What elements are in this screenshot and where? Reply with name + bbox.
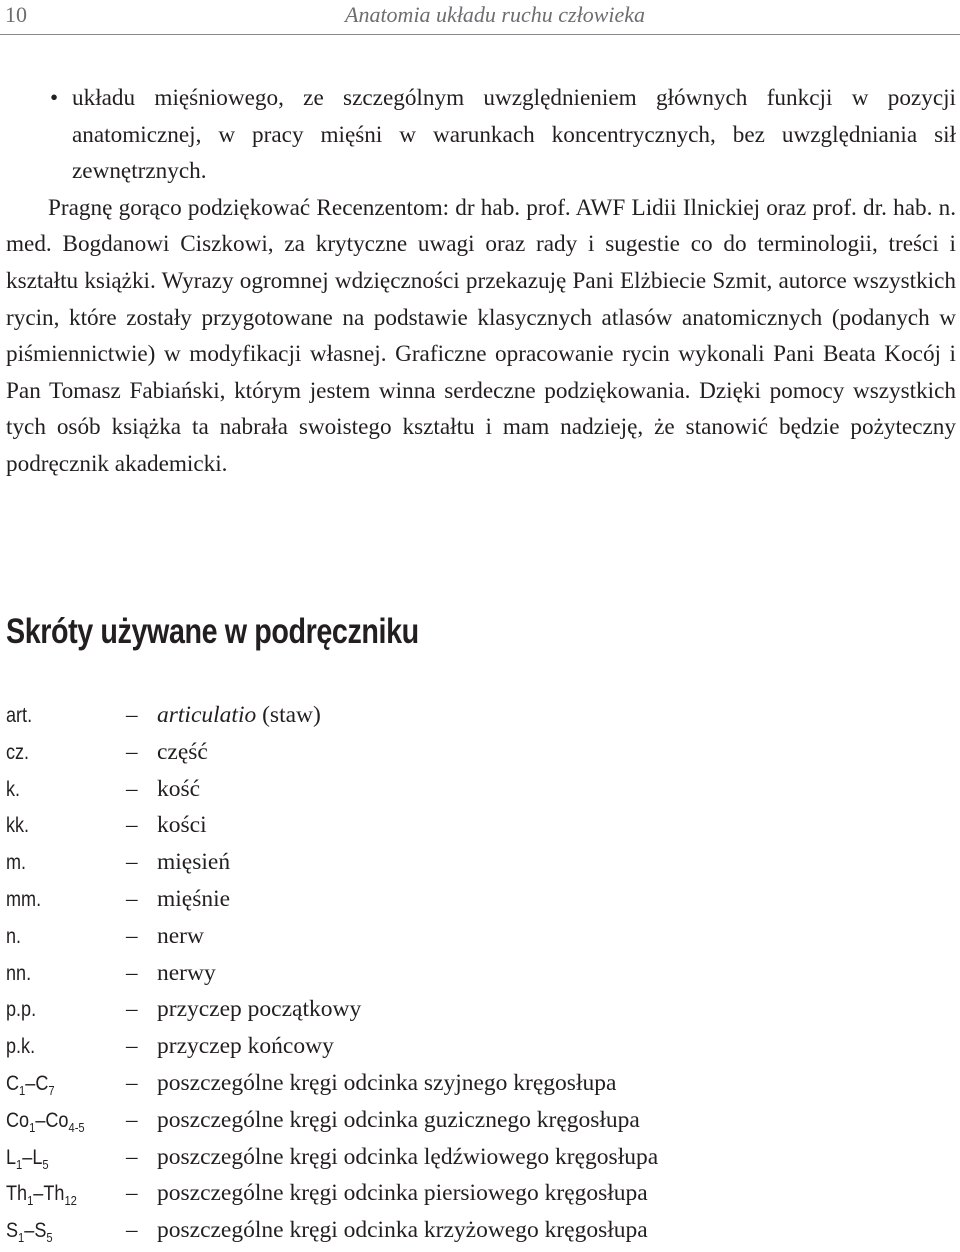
abbreviation-meaning: część [157, 738, 208, 765]
abbreviation-meaning [157, 702, 321, 729]
dash: – [126, 1069, 138, 1095]
abbr-subscript: 1 [29, 1119, 36, 1135]
dash: – [126, 812, 138, 838]
abbr-subscript: 12 [64, 1193, 77, 1209]
abbreviation-meaning: nerw [157, 922, 204, 949]
dash: – [126, 959, 138, 985]
abbreviation-meaning: poszczególne kręgi odcinka lędźwiowego kręgosłupa [157, 1143, 659, 1170]
abbr-base: S [34, 1219, 47, 1243]
abbreviation-meaning: poszczególne kręgi odcinka szyjnego kręgosłupa [157, 1069, 617, 1096]
abbreviation-meaning: przyczep początkowy [157, 996, 362, 1023]
abbreviation: n. [6, 924, 22, 948]
abbr-subscript: 7 [48, 1082, 55, 1098]
abbreviation-meaning: mięsień [157, 849, 231, 876]
dash: – [126, 738, 138, 764]
abbreviation [6, 1109, 85, 1135]
abbreviation-row [6, 1178, 946, 1215]
abbr-subscript: 1 [19, 1082, 26, 1098]
abbr-separator: – [25, 1071, 36, 1095]
abbr-subscript: 1 [18, 1230, 25, 1246]
bullet-text: układu mięśniowego, ze szczególnym uwzględnieniem głównych funkcji w pozycji anatomicznej, w pracy mięśni w warunkach koncentrycznych, bez uwzględniania sił zewnętrznych. [72, 85, 956, 185]
abbr-base: S [6, 1219, 19, 1243]
abbreviation: cz. [6, 740, 30, 764]
abbreviation-list [6, 700, 946, 1252]
abbr-subscript: 1 [16, 1156, 23, 1172]
abbr-subscript: 5 [46, 1230, 53, 1246]
abbreviation-row [6, 994, 946, 1031]
abbreviation: art. [6, 704, 33, 727]
abbreviation [6, 1072, 55, 1098]
abbr-base: Th [6, 1182, 28, 1206]
abbreviation: kk. [6, 814, 30, 838]
dash: – [126, 1106, 138, 1132]
abbreviation-meaning: przyczep końcowy [157, 1033, 334, 1060]
abbreviation-row [6, 1105, 946, 1142]
abbreviation: nn. [6, 961, 32, 985]
dash: – [126, 1033, 138, 1059]
abbreviation [6, 1146, 49, 1172]
acknowledgements-paragraph: Pragnę gorąco podziękować Recenzentom: dr hab. prof. AWF Lidii Ilnickiej oraz prof. dr. hab. n. med. Bogdanowi Ciszkowi, za krytyczne uwagi oraz rady i sugestie co do terminologii, treści i kształtu książki. Wyrazy ogromnej wdzięczności przekazuję Pani Elżbiecie Szmit, autorce wszystkich rycin, które zostały przygotowane na podstawie klasycznych atlasów anatomicznych (podanych w piśmiennictwie) w modyfikacji własnej. Graficzne opracowanie rycin wykonali Pani Beata Kocój i Pan Tomasz Fabiański, którym jestem winna serdeczne podziękowania. Dzięki pomocy wszystkich tych osób książka ta nabrała swoistego kształtu i mam nadzieję, że stanowić będzie pożyteczny podręcznik akademicki. [6, 194, 956, 477]
bullet-item [6, 80, 956, 190]
abbreviation-row [6, 700, 946, 737]
abbreviation-meaning: poszczególne kręgi odcinka guzicznego kręgosłupa [157, 1106, 640, 1133]
running-title: Anatomia układu ruchu człowieka [345, 2, 646, 27]
dash: – [126, 996, 138, 1022]
abbreviation: k. [6, 777, 21, 801]
abbreviation-row [6, 1142, 946, 1179]
abbreviation [6, 1219, 53, 1245]
abbreviation-row [6, 884, 946, 921]
abbreviation-row [6, 774, 946, 811]
abbreviation-row [6, 921, 946, 958]
abbreviation-row [6, 1215, 946, 1252]
abbr-base: C [6, 1071, 20, 1095]
abbr-base: Co [6, 1108, 30, 1132]
abbr-base: L [32, 1145, 43, 1169]
dash: – [126, 1180, 138, 1206]
dash: – [126, 885, 138, 911]
abbr-subscript: 1 [27, 1193, 34, 1209]
abbr-subscript: 4-5 [68, 1119, 85, 1135]
header-divider [0, 34, 960, 35]
abbr-separator: – [22, 1145, 33, 1169]
page-header [0, 0, 960, 36]
dash: – [126, 849, 138, 875]
dash: – [126, 922, 138, 948]
abbreviation: m. [6, 851, 27, 875]
abbreviation-row [6, 737, 946, 774]
abbreviation [6, 1182, 77, 1208]
dash: – [126, 702, 138, 727]
translation: (staw) [256, 702, 321, 728]
abbreviation-meaning: kości [157, 812, 207, 839]
abbr-subscript: 5 [42, 1156, 49, 1172]
abbreviation: mm. [6, 887, 42, 911]
section-title: Skróty używane w podręczniku [6, 612, 419, 651]
abbreviation-row [6, 1068, 946, 1105]
page-number: 10 [5, 2, 27, 27]
abbreviation-meaning: poszczególne kręgi odcinka piersiowego kręgosłupa [157, 1180, 648, 1207]
dash: – [126, 1217, 138, 1243]
abbreviation-row [6, 958, 946, 995]
abbreviation: p.k. [6, 1035, 36, 1059]
body-text [6, 80, 956, 483]
bullet-icon: • [50, 85, 59, 111]
abbr-separator: – [33, 1182, 44, 1206]
abbreviation-meaning: poszczególne kręgi odcinka krzyżowego kręgosłupa [157, 1217, 648, 1244]
abbr-base: Co [45, 1108, 69, 1132]
latin-term: articulatio [157, 702, 257, 728]
abbreviation: p.p. [6, 998, 37, 1022]
dash: – [126, 1143, 138, 1169]
abbreviation-meaning: nerwy [157, 959, 216, 986]
dash: – [126, 775, 138, 801]
abbr-base: L [6, 1145, 17, 1169]
abbreviation-row [6, 810, 946, 847]
abbr-separator: – [24, 1219, 35, 1243]
abbreviation-row [6, 1031, 946, 1068]
abbr-base: Th [43, 1182, 65, 1206]
abbreviation-row [6, 847, 946, 884]
abbr-base: C [35, 1071, 49, 1095]
abbr-separator: – [35, 1108, 46, 1132]
abbreviation-meaning: kość [157, 775, 201, 802]
abbreviation-meaning: mięśnie [157, 885, 231, 912]
